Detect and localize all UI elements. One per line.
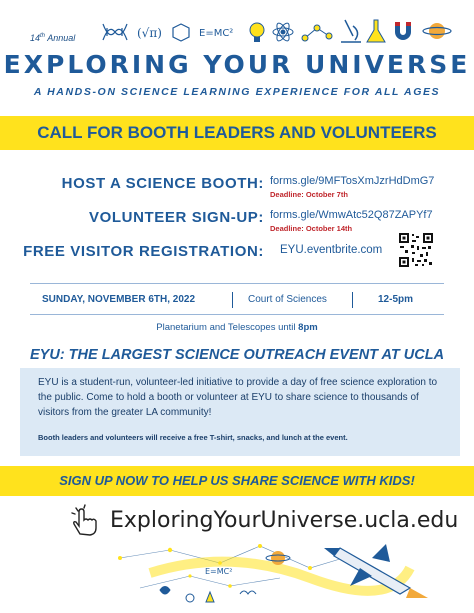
info-divider-bottom <box>30 314 444 315</box>
about-paragraph: EYU is a student-run, volunteer-led initiative to provide a day of free science exploration to the public. Come to hold a booth or volunteer at EYU to share science to thousands of visitors from the greater LA community! <box>38 377 438 418</box>
annual-word: Annual <box>47 33 76 43</box>
host-booth-label: HOST A SCIENCE BOOTH: <box>61 175 264 192</box>
info-separator <box>352 292 353 308</box>
cta-banner: SIGN UP NOW TO HELP US SHARE SCIENCE WITH KIDS! <box>0 466 474 496</box>
volunteer-label: VOLUNTEER SIGN-UP: <box>89 209 264 226</box>
planet-icon <box>423 23 451 39</box>
visitor-registration-label: FREE VISITOR REGISTRATION: <box>23 243 264 260</box>
info-separator <box>232 292 233 308</box>
science-icons-row <box>95 10 455 50</box>
qr-code-icon[interactable] <box>398 232 434 268</box>
dna-icon <box>103 24 127 40</box>
planetarium-text: Planetarium and Telescopes until <box>156 322 296 333</box>
atom-icon <box>273 21 293 42</box>
about-heading: EYU: THE LARGEST SCIENCE OUTREACH EVENT AT UCLA <box>30 347 445 363</box>
visitor-registration-link[interactable]: EYU.eventbrite.com <box>280 244 383 256</box>
host-booth-deadline: Deadline: October 7th <box>270 190 348 199</box>
sqrt-pi-icon: (√π) <box>137 26 162 40</box>
call-banner: CALL FOR BOOTH LEADERS AND VOLUNTEERS <box>0 116 474 150</box>
space-formula: E=MC² <box>205 567 233 576</box>
info-divider-top <box>30 283 444 284</box>
website-link[interactable]: ExploringYourUniverse.ucla.edu <box>110 508 459 533</box>
planetarium-time: 8pm <box>298 322 318 333</box>
event-date: SUNDAY, NOVEMBER 6TH, 2022 <box>42 294 196 305</box>
event-time: 12-5pm <box>378 294 414 305</box>
microscope-icon <box>341 20 361 42</box>
flask-icon <box>367 20 385 42</box>
formula-icon: E=MC² <box>199 28 234 39</box>
page-subtitle: A HANDS-ON SCIENCE LEARNING EXPERIENCE FOR ALL AGES <box>33 86 441 98</box>
annual-suffix: th <box>40 33 46 39</box>
host-booth-link[interactable]: forms.gle/9MFTosXmJzrHdDmG7 <box>270 175 435 187</box>
volunteer-deadline: Deadline: October 14th <box>270 224 353 233</box>
annual-number: 14 <box>30 33 41 43</box>
page-title: EXPLORING YOUR UNIVERSE <box>3 50 471 79</box>
planetarium-note <box>0 322 474 333</box>
hand-pointer-icon <box>68 504 102 538</box>
small-icons <box>160 587 256 603</box>
space-illustration <box>110 528 470 610</box>
hexagon-molecule-icon <box>173 24 189 41</box>
lightbulb-icon <box>250 23 264 42</box>
event-location: Court of Sciences <box>248 294 327 305</box>
perks-note: Booth leaders and volunteers will receive a free T-shirt, snacks, and lunch at the event. <box>38 433 348 442</box>
volunteer-link[interactable]: forms.gle/WmwAtc52Q87ZAPYf7 <box>270 209 433 221</box>
molecule-icon <box>302 25 332 41</box>
magnet-icon <box>395 22 411 40</box>
annual-label <box>30 33 75 43</box>
